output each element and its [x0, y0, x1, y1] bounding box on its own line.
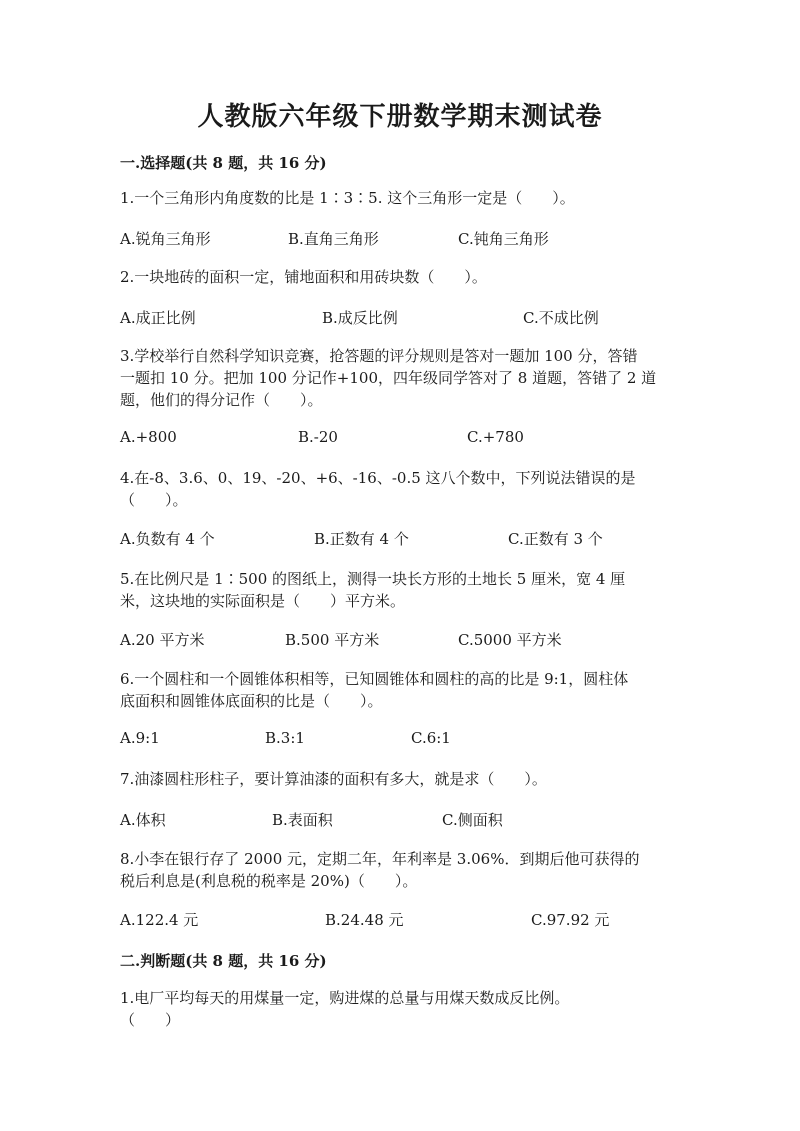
- question-4-line-2: （ ）。: [120, 491, 188, 509]
- question-5-option-c: C.5000 平方米: [458, 631, 562, 649]
- question-6-line-1: 6.一个圆柱和一个圆锥体积相等，已知圆锥体和圆柱的高的比是 9:1，圆柱体: [120, 670, 629, 688]
- question-6-option-c: C.6:1: [411, 729, 451, 747]
- question-7-option-c: C.侧面积: [442, 811, 503, 829]
- question-3-option-b: B.-20: [298, 428, 338, 446]
- question-1-option-b: B.直角三角形: [288, 230, 379, 248]
- section-heading-judgement: 二.判断题(共 8 题，共 16 分): [120, 952, 327, 970]
- question-6-option-a: A.9:1: [120, 729, 160, 747]
- question-2-option-b: B.成反比例: [322, 309, 398, 327]
- question-3-line-2: 一题扣 10 分。把加 100 分记作+100，四年级同学答对了 8 道题，答错了 2 道: [120, 369, 657, 387]
- question-5-line-2: 米，这块地的实际面积是（ ）平方米。: [120, 592, 406, 610]
- question-2-option-a: A.成正比例: [120, 309, 196, 327]
- page-title: 人教版六年级下册数学期末测试卷: [197, 102, 603, 132]
- question-6-option-b: B.3:1: [265, 729, 305, 747]
- question-2-option-c: C.不成比例: [523, 309, 599, 327]
- question-4-option-b: B.正数有 4 个: [314, 530, 409, 548]
- judgement-1-line-1: 1.电厂平均每天的用煤量一定，购进煤的总量与用煤天数成反比例。: [120, 989, 570, 1007]
- question-1-line-1: 1.一个三角形内角度数的比是 1∶3∶5. 这个三角形一定是（ ）。: [120, 189, 575, 207]
- question-5-option-a: A.20 平方米: [120, 631, 205, 649]
- section-heading-choice: 一.选择题(共 8 题，共 16 分): [120, 154, 327, 172]
- question-8-line-2: 税后利息是(利息税的税率是 20%)（ ）。: [120, 872, 418, 890]
- question-8-line-1: 8.小李在银行存了 2000 元，定期二年，年利率是 3.06%．到期后他可获得的: [120, 850, 640, 868]
- question-4-option-a: A.负数有 4 个: [120, 530, 215, 548]
- question-1-option-c: C.钝角三角形: [458, 230, 549, 248]
- question-7-option-a: A.体积: [120, 811, 166, 829]
- question-8-option-b: B.24.48 元: [325, 911, 404, 929]
- question-4-line-1: 4.在-8、3.6、0、19、-20、+6、-16、-0.5 这八个数中，下列说法错误的是: [120, 469, 636, 487]
- question-3-line-1: 3.学校举行自然科学知识竞赛，抢答题的评分规则是答对一题加 100 分，答错: [120, 347, 638, 365]
- question-6-line-2: 底面积和圆锥体底面积的比是（ ）。: [120, 692, 383, 710]
- question-7-option-b: B.表面积: [272, 811, 333, 829]
- question-3-option-a: A.+800: [120, 428, 177, 446]
- question-8-option-a: A.122.4 元: [120, 911, 199, 929]
- question-4-option-c: C.正数有 3 个: [508, 530, 603, 548]
- judgement-1-line-2: （ ）: [120, 1011, 181, 1029]
- question-3-line-3: 题，他们的得分记作（ ）。: [120, 391, 323, 409]
- question-2-line-1: 2.一块地砖的面积一定，铺地面积和用砖块数（ ）。: [120, 268, 487, 286]
- question-8-option-c: C.97.92 元: [531, 911, 610, 929]
- question-3-option-c: C.+780: [467, 428, 524, 446]
- question-7-line-1: 7.油漆圆柱形柱子，要计算油漆的面积有多大，就是求（ ）。: [120, 770, 547, 788]
- question-5-option-b: B.500 平方米: [285, 631, 380, 649]
- question-5-line-1: 5.在比例尺是 1∶500 的图纸上，测得一块长方形的土地长 5 厘米，宽 4 厘: [120, 570, 626, 588]
- question-1-option-a: A.锐角三角形: [120, 230, 211, 248]
